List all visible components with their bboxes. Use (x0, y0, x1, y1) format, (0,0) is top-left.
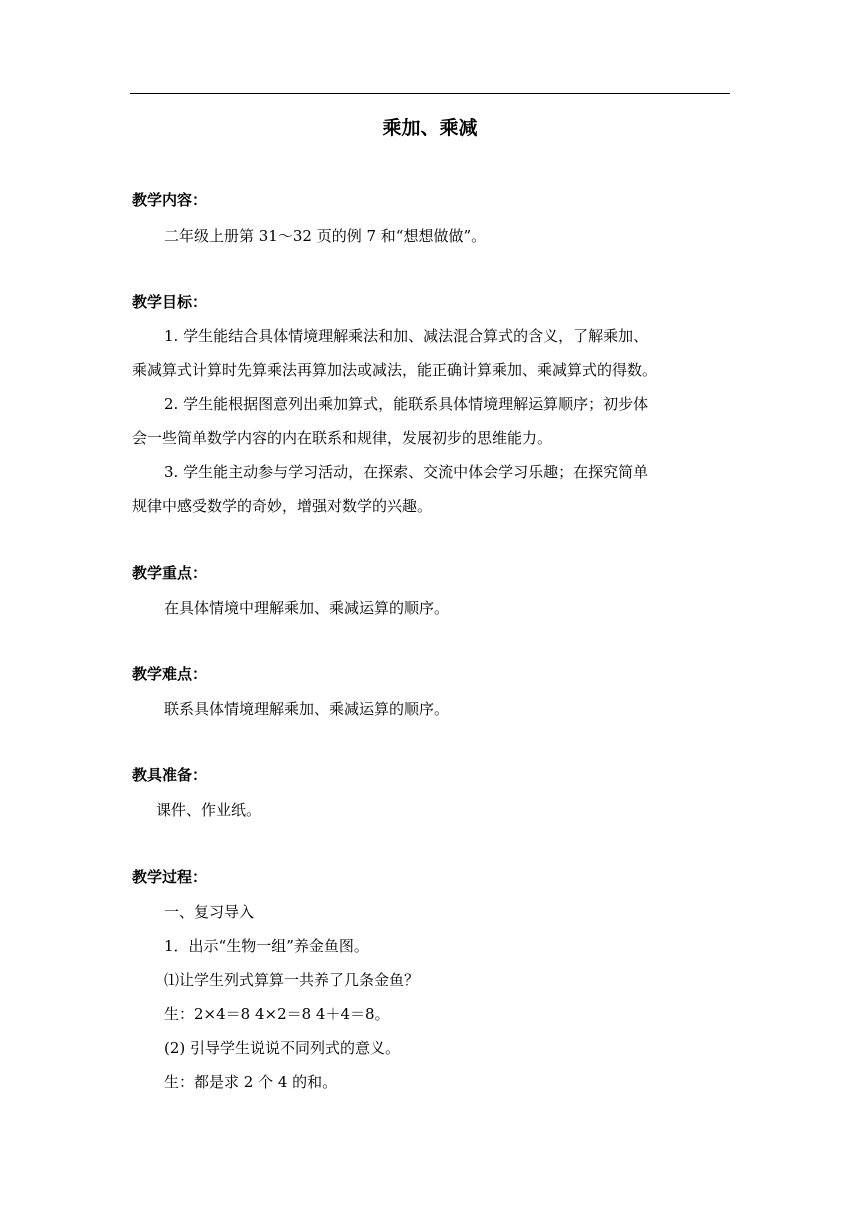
process-line: 生：都是求 2 个 4 的和。 (164, 1073, 338, 1091)
header-rule (130, 93, 730, 94)
lesson-title: 乘加、乘减 (382, 117, 478, 139)
goals-heading: 教学目标： (132, 293, 208, 311)
goal-line: 规律中感受数学的奇妙，增强对数学的兴趣。 (132, 497, 433, 515)
goal-line: 会一些简单数学内容的内在联系和规律，发展初步的思维能力。 (132, 429, 553, 447)
content-heading: 教学内容： (132, 191, 208, 209)
process-heading: 教学过程： (132, 868, 208, 886)
goal-line: 3. 学生能主动参与学习活动，在探索、交流中体会学习乐趣；在探究简单 (164, 463, 649, 481)
process-line: 一、复习导入 (164, 903, 255, 921)
materials-heading: 教具准备： (132, 766, 208, 784)
process-line: (2) 引导学生说说不同列式的意义。 (164, 1039, 401, 1057)
process-line: 生：2×4＝8 4×2＝8 4＋4＝8。 (164, 1005, 390, 1023)
key-point-text: 在具体情境中理解乘加、乘减运算的顺序。 (164, 599, 450, 617)
materials-text: 课件、作业纸。 (156, 801, 262, 819)
process-line: 1．出示“生物一组”养金鱼图。 (164, 937, 369, 955)
difficulty-heading: 教学难点： (132, 665, 208, 683)
difficulty-text: 联系具体情境理解乘加、乘减运算的顺序。 (164, 700, 450, 718)
goal-line: 乘减算式计算时先算乘法再算加法或减法，能正确计算乘加、乘减算式的得数。 (132, 361, 658, 379)
goal-line: 1. 学生能结合具体情境理解乘法和加、减法混合算式的含义，了解乘加、 (164, 327, 649, 345)
key-point-heading: 教学重点： (132, 564, 208, 582)
goal-line: 2. 学生能根据图意列出乘加算式，能联系具体情境理解运算顺序；初步体 (164, 395, 649, 413)
content-text: 二年级上册第 31～32 页的例 7 和“想想做做”。 (164, 227, 487, 245)
process-line: ⑴让学生列式算算一共养了几条金鱼？ (164, 971, 420, 989)
